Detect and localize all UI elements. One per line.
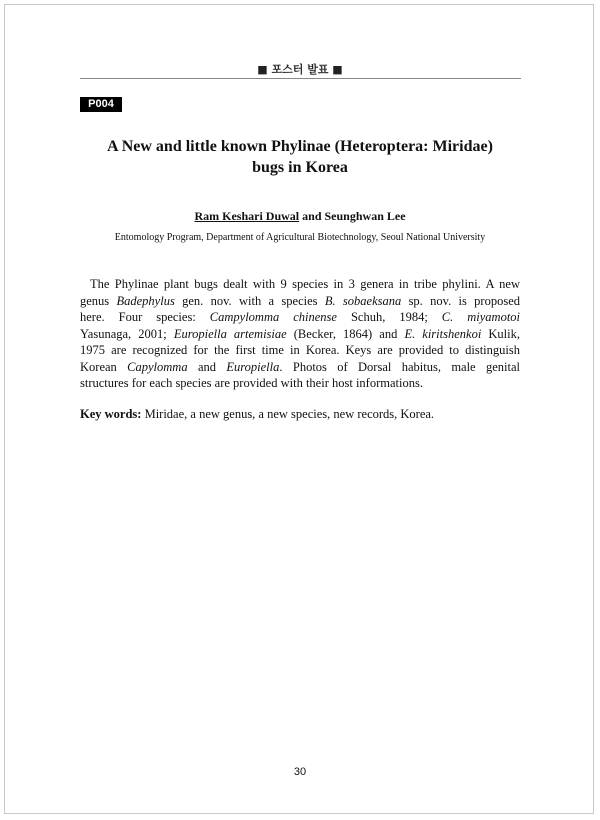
poster-code-badge: P004 [80, 97, 122, 112]
title-line-2: bugs in Korea [252, 159, 348, 176]
keywords-text: Miridae, a new genus, a new species, new records, Korea. [141, 407, 435, 421]
affiliation: Entomology Program, Department of Agricultural Biotechnology, Seoul National University [114, 232, 486, 243]
page-number: 30 [293, 766, 307, 778]
abstract-text: Korean [80, 359, 128, 374]
abstract-text: Yasunaga, 2001; [80, 326, 174, 341]
abstract-line [80, 293, 520, 310]
abstract-line [80, 326, 520, 343]
abstract-text: . Photos of Dorsal habitus, male genital [279, 359, 520, 374]
abstract-text: and [187, 359, 227, 374]
species-name: Campylomma chinense [209, 310, 337, 324]
abstract-text: Schuh, 1984; [336, 310, 442, 324]
abstract-line [80, 375, 520, 392]
abstract-text: here. Four species: [80, 310, 210, 324]
species-name: E. kiritshenkoi [404, 326, 482, 341]
abstract-text: gen. nov. with a species [174, 293, 325, 308]
keywords [80, 407, 520, 422]
genus-name: Badephylus [116, 293, 175, 308]
second-author: Seunghwan Lee [324, 209, 406, 223]
keywords-label: Key words: [80, 407, 142, 421]
abstract-line [80, 359, 520, 376]
author-joiner: and [299, 209, 325, 223]
species-name: Europiella artemisiae [173, 326, 287, 341]
genus-name: Capylomma [127, 359, 188, 374]
abstract-text: The Phylinae plant bugs dealt with 9 species in 3 genera in tribe phylini. A new [90, 277, 520, 291]
abstract-text: Kulik, [481, 326, 520, 341]
species-name: C. miyamotoi [441, 310, 521, 324]
genus-name: Europiella [226, 359, 280, 374]
header-divider [80, 78, 521, 79]
title-line-1: A New and little known Phylinae (Heteroptera: Miridae) [107, 138, 493, 155]
abstract-text: sp. nov. is proposed [401, 293, 520, 308]
paper-title [60, 136, 540, 178]
section-header: ■ 포스터 발표 ■ [257, 63, 343, 76]
abstract-line [80, 309, 520, 326]
first-author: Ram Keshari Duwal [194, 209, 300, 223]
abstract-text: 1975 are recognized for the first time in Korea. Keys are provided to distinguish [80, 343, 520, 357]
abstract-text: genus [80, 293, 117, 308]
abstract-text: (Becker, 1864) and [286, 326, 405, 341]
abstract-body [80, 276, 520, 392]
species-name: B. sobaeksana [324, 293, 402, 308]
abstract-text: structures for each species are provided with their host informations. [80, 376, 423, 390]
author-list [0, 209, 600, 224]
abstract-line [80, 276, 520, 293]
abstract-line [80, 342, 520, 359]
